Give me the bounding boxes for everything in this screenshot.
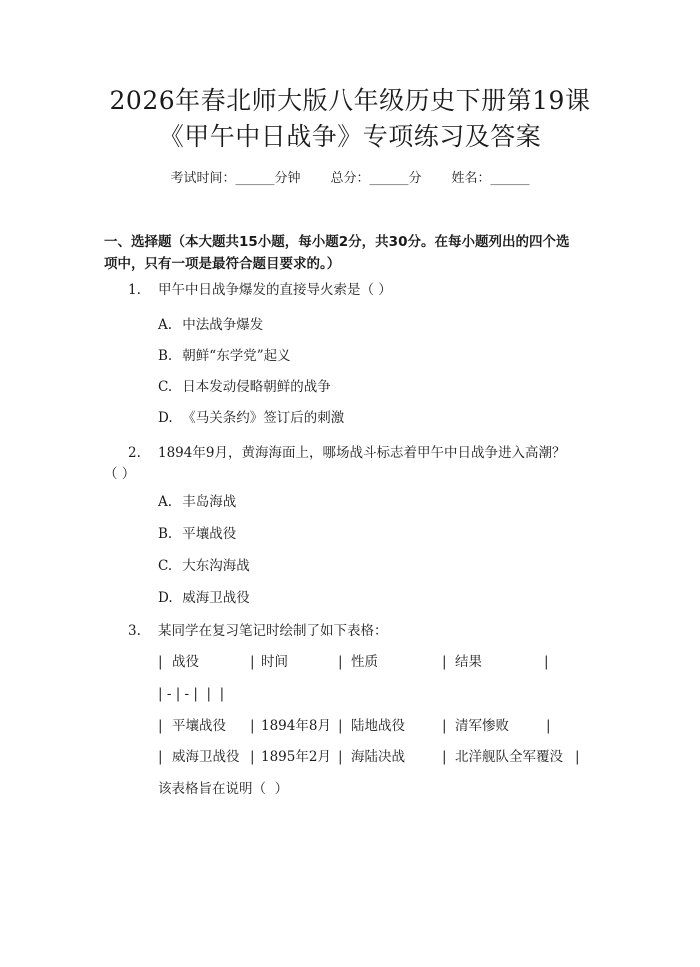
table-header-cell: 结果	[455, 654, 482, 670]
table-cell: 清军惨败	[455, 718, 509, 734]
question-1-option-d: D. 《马关条约》签订后的刺激	[158, 410, 345, 426]
question-2-option-b: B. 平壤战役	[158, 526, 237, 542]
section-header-line-1: 一、选择题（本大题共15小题，每小题2分，共30分。在每小题列出的四个选	[104, 234, 570, 250]
question-text: 1894年9月，黄海海面上，哪场战斗标志着甲午中日战争进入高潮？	[158, 445, 566, 461]
exam-time-field: 考试时间：______分钟	[170, 171, 301, 186]
question-2-option-a: A. 丰岛海战	[158, 494, 237, 510]
document-title-line-1: 2026年春北师大版八年级历史下册第19课	[109, 86, 591, 115]
question-2-text-line-2: （ ）	[104, 466, 136, 482]
exam-info	[0, 170, 700, 188]
table-header-row: | 战役 | 时间 | 性质 | 结果 |	[158, 654, 549, 670]
table-cell: 北洋舰队全军覆没	[455, 749, 563, 765]
table-header-cell: 战役	[172, 654, 199, 670]
question-3	[128, 621, 588, 641]
question-1-option-a: A. 中法战争爆发	[158, 317, 264, 333]
table-cell: 1894年8月	[261, 718, 331, 734]
question-1-option-b: B. 朝鲜“东学党”起义	[158, 348, 291, 364]
table-row: | 威海卫战役 | 1895年2月 | 海陆决战 | 北洋舰队全军覆没 |	[158, 749, 580, 765]
table-header-cell: 性质	[351, 654, 378, 670]
table-row: | 平壤战役 | 1894年8月 | 陆地战役 | 清军惨败 |	[158, 718, 551, 734]
section-header	[104, 231, 624, 275]
section-header-line-2: 项中，只有一项是最符合题目要求的。）	[104, 256, 341, 272]
table-cell: 陆地战役	[351, 718, 405, 734]
question-number: 2.	[128, 445, 141, 461]
question-3-followup: 该表格旨在说明（ ）	[158, 781, 289, 797]
question-2	[128, 443, 588, 463]
table-cell: 1895年2月	[261, 749, 331, 765]
question-number: 1.	[128, 282, 141, 298]
table-separator-row: | - | - | | |	[158, 686, 225, 702]
question-text: 某同学在复习笔记时绘制了如下表格：	[158, 623, 388, 639]
question-number: 3.	[128, 623, 141, 639]
table-cell: 海陆决战	[351, 749, 405, 765]
question-text: 甲午中日战争爆发的直接导火索是（ ）	[158, 282, 392, 298]
question-2-option-d: D. 威海卫战役	[158, 590, 250, 606]
question-1-option-c: C. 日本发动侵略朝鲜的战争	[158, 379, 331, 395]
question-1	[128, 280, 588, 300]
exam-name-field: 姓名：______	[451, 171, 530, 186]
question-2-option-c: C. 大东沟海战	[158, 558, 250, 574]
exam-score-field: 总分：______分	[330, 171, 422, 186]
table-cell: 平壤战役	[172, 718, 226, 734]
table-header-cell: 时间	[261, 654, 288, 670]
table-cell: 威海卫战役	[172, 749, 240, 765]
document-title-line-2: 《甲午中日战争》专项练习及答案	[158, 122, 542, 151]
